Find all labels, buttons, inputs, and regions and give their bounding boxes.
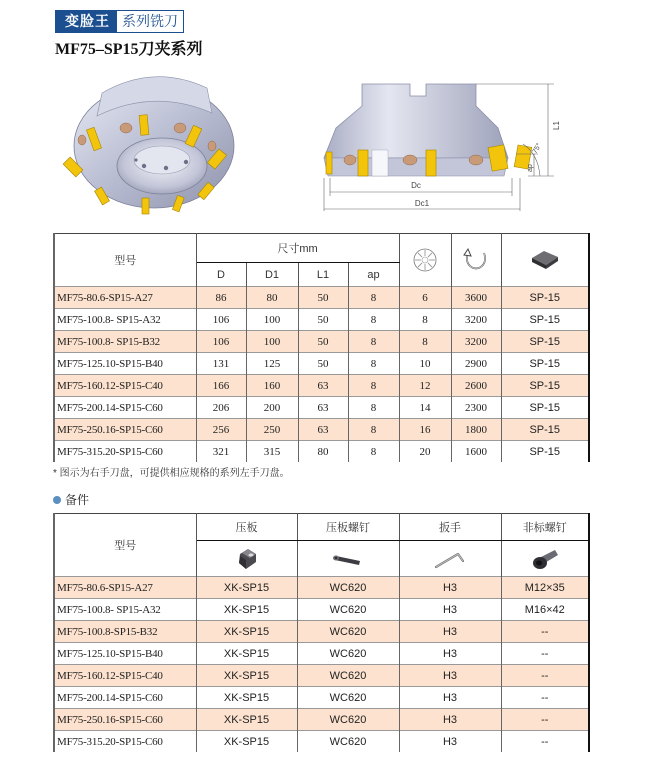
cell-L1: 63 (298, 375, 348, 397)
section-title: 备件 (65, 493, 90, 507)
cell-special: -- (501, 621, 589, 643)
cell-teeth: 10 (399, 353, 451, 375)
label-angle: 75° (531, 142, 544, 155)
cell-wrench: H3 (399, 709, 501, 731)
table-row (54, 353, 589, 375)
bullet-dot-icon (53, 496, 61, 504)
cell-model: MF75-160.12-SP15-C40 (54, 665, 196, 687)
table-row (54, 331, 589, 353)
cell-ap: 8 (348, 375, 399, 397)
header-wrench: 扳手 (399, 514, 501, 541)
cell-screw: WC620 (297, 687, 399, 709)
cell-model: MF75-315.20-SP15-C60 (54, 441, 196, 463)
cell-rpm: 1600 (451, 441, 501, 463)
cell-L1: 50 (298, 287, 348, 309)
cell-teeth: 6 (399, 287, 451, 309)
cell-ap: 8 (348, 419, 399, 441)
label-Dc: Dc (411, 181, 421, 190)
cell-insert: SP-15 (501, 309, 589, 331)
cell-special: M16×42 (501, 599, 589, 621)
screw-icon (332, 551, 364, 567)
label-ap: ap (527, 164, 534, 172)
cell-model: MF75-100.8- SP15-A32 (54, 599, 196, 621)
footnote: * 图示为右手刀盘，可提供相应规格的系列左手刀盘。 (53, 468, 290, 479)
cell-insert: SP-15 (501, 287, 589, 309)
cell-rpm: 2300 (451, 397, 501, 419)
cell-L1: 63 (298, 397, 348, 419)
header-rpm (451, 234, 501, 287)
cell-model: MF75-80.6-SP15-A27 (54, 577, 196, 599)
cell-wrench: H3 (399, 687, 501, 709)
cell-teeth: 14 (399, 397, 451, 419)
header-D1: D1 (246, 263, 298, 287)
header-clamp-screw: 压板螺钉 (297, 514, 399, 541)
cell-wrench: H3 (399, 665, 501, 687)
cell-insert: SP-15 (501, 441, 589, 463)
cell-screw: WC620 (297, 599, 399, 621)
cell-insert: SP-15 (501, 375, 589, 397)
series-banner (55, 10, 184, 33)
cell-D: 106 (196, 309, 246, 331)
cell-D: 206 (196, 397, 246, 419)
cell-screw: WC620 (297, 731, 399, 753)
cell-screw: WC620 (297, 643, 399, 665)
specs-table (53, 233, 590, 462)
cell-D: 256 (196, 419, 246, 441)
cell-ap: 8 (348, 309, 399, 331)
cell-L1: 80 (298, 441, 348, 463)
cell-model: MF75-250.16-SP15-C60 (54, 709, 196, 731)
table-row (54, 621, 589, 643)
cell-insert: SP-15 (501, 419, 589, 441)
clamp-icon (234, 546, 260, 572)
cell-model: MF75-80.6-SP15-A27 (54, 287, 196, 309)
cell-D1: 125 (246, 353, 298, 375)
cell-D1: 80 (246, 287, 298, 309)
clamp-screw-image-cell (297, 541, 399, 577)
cell-teeth: 8 (399, 309, 451, 331)
cell-clamp: XK-SP15 (196, 731, 297, 753)
header-dimensions: 尺寸mm (196, 234, 399, 263)
cell-wrench: H3 (399, 643, 501, 665)
cell-model: MF75-100.8- SP15-A32 (54, 309, 196, 331)
cell-wrench: H3 (399, 599, 501, 621)
cell-insert: SP-15 (501, 331, 589, 353)
cell-clamp: XK-SP15 (196, 665, 297, 687)
cell-teeth: 16 (399, 419, 451, 441)
cell-clamp: XK-SP15 (196, 621, 297, 643)
cell-ap: 8 (348, 441, 399, 463)
header-teeth (399, 234, 451, 287)
header-model: 型号 (54, 514, 196, 577)
cell-model: MF75-200.14-SP15-C60 (54, 687, 196, 709)
label-L1: L1 (552, 121, 561, 130)
cell-rpm: 3600 (451, 287, 501, 309)
cell-model: MF75-125.10-SP15-B40 (54, 643, 196, 665)
cell-D: 106 (196, 331, 246, 353)
section-heading-accessories (53, 491, 89, 508)
cell-screw: WC620 (297, 577, 399, 599)
cell-special: -- (501, 731, 589, 753)
header-ap: ap (348, 263, 399, 287)
cell-screw: WC620 (297, 665, 399, 687)
cell-insert: SP-15 (501, 397, 589, 419)
cell-model: MF75-125.10-SP15-B40 (54, 353, 196, 375)
header-D: D (196, 263, 246, 287)
cell-L1: 50 (298, 309, 348, 331)
table-row (54, 577, 589, 599)
header-L1: L1 (298, 263, 348, 287)
cell-D1: 315 (246, 441, 298, 463)
cell-special: -- (501, 665, 589, 687)
cell-ap: 8 (348, 287, 399, 309)
cell-teeth: 20 (399, 441, 451, 463)
table-row (54, 665, 589, 687)
page-title: MF75–SP15刀夹系列 (55, 41, 203, 58)
table-row (54, 375, 589, 397)
cutter-teeth-icon (412, 247, 438, 273)
header-clamp: 压板 (196, 514, 297, 541)
cell-insert: SP-15 (501, 353, 589, 375)
cell-L1: 63 (298, 419, 348, 441)
cell-clamp: XK-SP15 (196, 687, 297, 709)
cell-special: -- (501, 709, 589, 731)
insert-icon (528, 248, 562, 272)
table-row (54, 309, 589, 331)
cell-special: -- (501, 687, 589, 709)
cell-model: MF75-160.12-SP15-C40 (54, 375, 196, 397)
cell-D1: 100 (246, 309, 298, 331)
cell-teeth: 8 (399, 331, 451, 353)
table-row (54, 687, 589, 709)
cell-wrench: H3 (399, 621, 501, 643)
cell-rpm: 3200 (451, 309, 501, 331)
series-label: 系列铣刀 (117, 11, 183, 32)
header-special-screw: 非标螺钉 (501, 514, 589, 541)
cell-ap: 8 (348, 331, 399, 353)
cell-teeth: 12 (399, 375, 451, 397)
cell-screw: WC620 (297, 709, 399, 731)
cutter-dimension-diagram (318, 66, 582, 216)
cell-rpm: 2600 (451, 375, 501, 397)
cell-special: -- (501, 643, 589, 665)
cell-D1: 250 (246, 419, 298, 441)
cell-rpm: 1800 (451, 419, 501, 441)
rotation-icon (462, 247, 490, 273)
table-row (54, 731, 589, 753)
cell-model: MF75-200.14-SP15-C60 (54, 397, 196, 419)
cell-screw: WC620 (297, 621, 399, 643)
brand-label: 变脸王 (56, 11, 117, 32)
cell-D1: 160 (246, 375, 298, 397)
bolt-icon (529, 547, 561, 571)
cell-model: MF75-315.20-SP15-C60 (54, 731, 196, 753)
table-row (54, 709, 589, 731)
cell-clamp: XK-SP15 (196, 599, 297, 621)
table-row (54, 441, 589, 463)
table-row (54, 643, 589, 665)
header-insert (501, 234, 589, 287)
table-row (54, 599, 589, 621)
cell-D1: 100 (246, 331, 298, 353)
table-row (54, 397, 589, 419)
cell-model: MF75-100.8-SP15-B32 (54, 621, 196, 643)
cell-D: 321 (196, 441, 246, 463)
table-row (54, 287, 589, 309)
cell-ap: 8 (348, 397, 399, 419)
wrench-image-cell (399, 541, 501, 577)
table-row (54, 419, 589, 441)
cell-wrench: H3 (399, 731, 501, 753)
cell-D: 131 (196, 353, 246, 375)
cell-model: MF75-100.8- SP15-B32 (54, 331, 196, 353)
clamp-image-cell (196, 541, 297, 577)
cell-clamp: XK-SP15 (196, 709, 297, 731)
cell-D1: 200 (246, 397, 298, 419)
cell-ap: 8 (348, 353, 399, 375)
header-model: 型号 (54, 234, 196, 287)
cell-model: MF75-250.16-SP15-C60 (54, 419, 196, 441)
cell-D: 86 (196, 287, 246, 309)
hex-wrench-icon (433, 548, 467, 570)
accessories-table (53, 513, 590, 752)
cell-L1: 50 (298, 331, 348, 353)
cell-special: M12×35 (501, 577, 589, 599)
cell-wrench: H3 (399, 577, 501, 599)
cell-clamp: XK-SP15 (196, 577, 297, 599)
special-screw-image-cell (501, 541, 589, 577)
cell-rpm: 2900 (451, 353, 501, 375)
label-Dc1: Dc1 (414, 199, 430, 208)
cell-L1: 50 (298, 353, 348, 375)
cell-clamp: XK-SP15 (196, 643, 297, 665)
cell-D: 166 (196, 375, 246, 397)
cell-rpm: 3200 (451, 331, 501, 353)
face-mill-cutter-image (62, 58, 240, 218)
